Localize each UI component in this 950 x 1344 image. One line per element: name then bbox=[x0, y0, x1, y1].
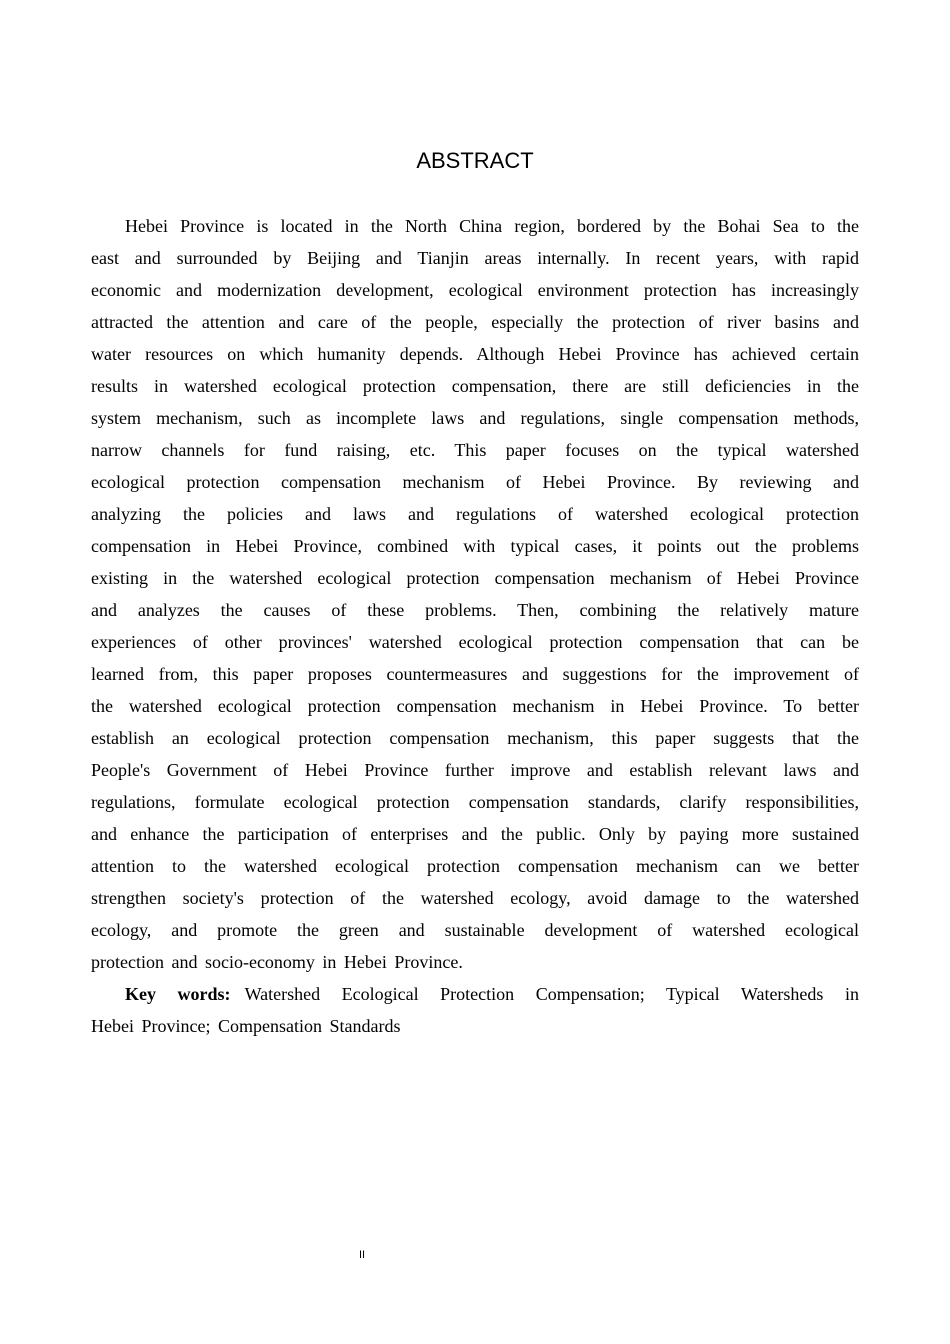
page-number: II bbox=[359, 1249, 366, 1261]
page-title: ABSTRACT bbox=[416, 148, 534, 173]
abstract-line: establish an ecological protection compensation mechanism, this paper suggests that the bbox=[91, 728, 859, 748]
abstract-line: experiences of other provinces' watershed ecological protection compensation that can be bbox=[91, 632, 859, 652]
keywords-line-1 bbox=[91, 978, 859, 1010]
abstract-line: results in watershed ecological protection compensation, there are still deficiencies in the bbox=[91, 376, 859, 396]
abstract-line: People's Government of Hebei Province further improve and establish relevant laws and bbox=[91, 760, 859, 780]
abstract-line: water resources on which humanity depends. Although Hebei Province has achieved certain bbox=[91, 344, 859, 364]
abstract-line: learned from, this paper proposes countermeasures and suggestions for the improvement of bbox=[91, 664, 859, 684]
abstract-line: east and surrounded by Beijing and Tianjin areas internally. In recent years, with rapid bbox=[91, 248, 859, 268]
abstract-line: Hebei Province is located in the North China region, bordered by the Bohai Sea to the bbox=[125, 216, 859, 236]
abstract-line: attracted the attention and care of the people, especially the protection of river basins and bbox=[91, 312, 859, 332]
abstract-line: system mechanism, such as incomplete laws and regulations, single compensation methods, bbox=[91, 408, 859, 428]
keywords-text: Watershed Ecological Protection Compensation; Typical Watersheds in bbox=[244, 984, 859, 1004]
abstract-line: analyzing the policies and laws and regulations of watershed ecological protection bbox=[91, 504, 859, 524]
abstract-line: attention to the watershed ecological protection compensation mechanism can we better bbox=[91, 856, 859, 876]
abstract-line: ecological protection compensation mechanism of Hebei Province. By reviewing and bbox=[91, 472, 859, 492]
abstract-line: and enhance the participation of enterprises and the public. Only by paying more sustained bbox=[91, 824, 859, 844]
abstract-line: economic and modernization development, ecological environment protection has increasingly bbox=[91, 280, 859, 300]
abstract-body bbox=[91, 210, 859, 1042]
abstract-line: existing in the watershed ecological protection compensation mechanism of Hebei Province bbox=[91, 568, 859, 588]
keywords-line-2: Hebei Province; Compensation Standards bbox=[91, 1016, 401, 1036]
abstract-line: compensation in Hebei Province, combined with typical cases, it points out the problems bbox=[91, 536, 859, 556]
abstract-line: protection and socio-economy in Hebei Province. bbox=[91, 952, 463, 972]
abstract-line: the watershed ecological protection compensation mechanism in Hebei Province. To better bbox=[91, 696, 859, 716]
abstract-line: strengthen society's protection of the watershed ecology, avoid damage to the watershed bbox=[91, 888, 859, 908]
abstract-line: and analyzes the causes of these problems. Then, combining the relatively mature bbox=[91, 600, 859, 620]
abstract-paragraph bbox=[91, 210, 859, 978]
keywords-label: Key words: bbox=[125, 984, 231, 1004]
abstract-line: regulations, formulate ecological protection compensation standards, clarify responsibilities, bbox=[91, 792, 859, 812]
abstract-line: ecology, and promote the green and sustainable development of watershed ecological bbox=[91, 920, 859, 940]
abstract-line: narrow channels for fund raising, etc. This paper focuses on the typical watershed bbox=[91, 440, 859, 460]
